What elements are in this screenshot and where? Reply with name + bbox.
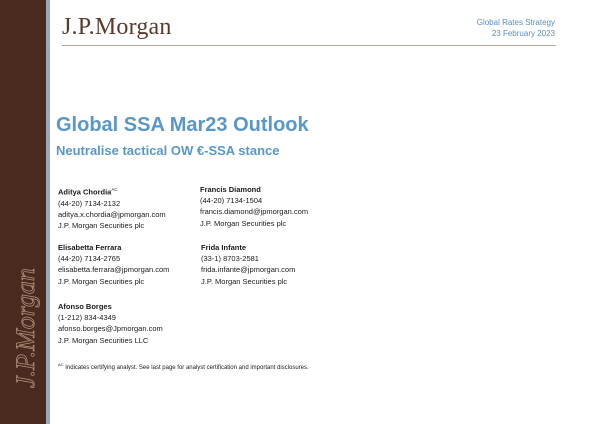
certifying-marker: AC	[111, 187, 118, 192]
watermark-text: J.P.Morgan	[11, 268, 40, 388]
analyst-name: Afonso Borges	[58, 302, 112, 311]
analyst-firm: J.P. Morgan Securities plc	[201, 276, 288, 286]
brand-logo: J.P.Morgan	[62, 14, 172, 40]
analyst-name: Francis Diamond	[200, 185, 261, 194]
analyst-phone: (44-20) 7134-2132	[58, 198, 121, 208]
analyst-firm: J.P. Morgan Securities plc	[200, 218, 287, 228]
analyst-phone: (1-212) 834-4349	[58, 313, 116, 323]
analyst-email[interactable]: elisabetta.ferrara@jpmorgan.com	[58, 265, 170, 275]
header-meta	[477, 17, 555, 39]
analyst-name: Elisabetta Ferrara	[58, 243, 122, 252]
jpmorgan-watermark-logo	[8, 232, 48, 392]
analyst-card	[58, 184, 166, 231]
analyst-phone: (44-20) 7134-2765	[58, 254, 121, 264]
report-date: 23 February 2023	[491, 29, 555, 38]
analyst-email[interactable]: afonso.borges@Jpmorgan.com	[58, 324, 163, 334]
analyst-card	[58, 301, 163, 346]
analyst-email[interactable]: aditya.x.chordia@jpmorgan.com	[58, 209, 166, 219]
analyst-card	[201, 242, 295, 287]
analyst-firm: J.P. Morgan Securities plc	[58, 276, 145, 286]
analyst-firm: J.P. Morgan Securities plc	[58, 221, 145, 231]
header-divider	[62, 45, 556, 46]
analyst-name: Aditya Chordia	[58, 187, 112, 197]
analyst-card	[200, 184, 308, 229]
analyst-phone: (44-20) 7134-1504	[200, 196, 263, 206]
analyst-email[interactable]: francis.diamond@jpmorgan.com	[200, 207, 309, 217]
report-subtitle: Neutralise tactical OW €-SSA stance	[56, 143, 280, 158]
certifying-marker: AC	[58, 362, 64, 367]
disclaimer-text: Indicates certifying analyst. See last page for analyst certification and important disclosures.	[63, 365, 309, 371]
analyst-email[interactable]: frida.infante@jpmorgan.com	[201, 265, 296, 275]
section-label: Global Rates Strategy	[476, 18, 555, 27]
analyst-card	[58, 242, 169, 287]
analyst-phone: (33-1) 8703-2581	[201, 254, 259, 264]
analyst-name: Frida Infante	[201, 243, 247, 252]
certification-disclaimer	[58, 362, 309, 371]
analyst-firm: J.P. Morgan Securities LLC	[58, 335, 149, 345]
report-title: Global SSA Mar23 Outlook	[56, 114, 309, 136]
